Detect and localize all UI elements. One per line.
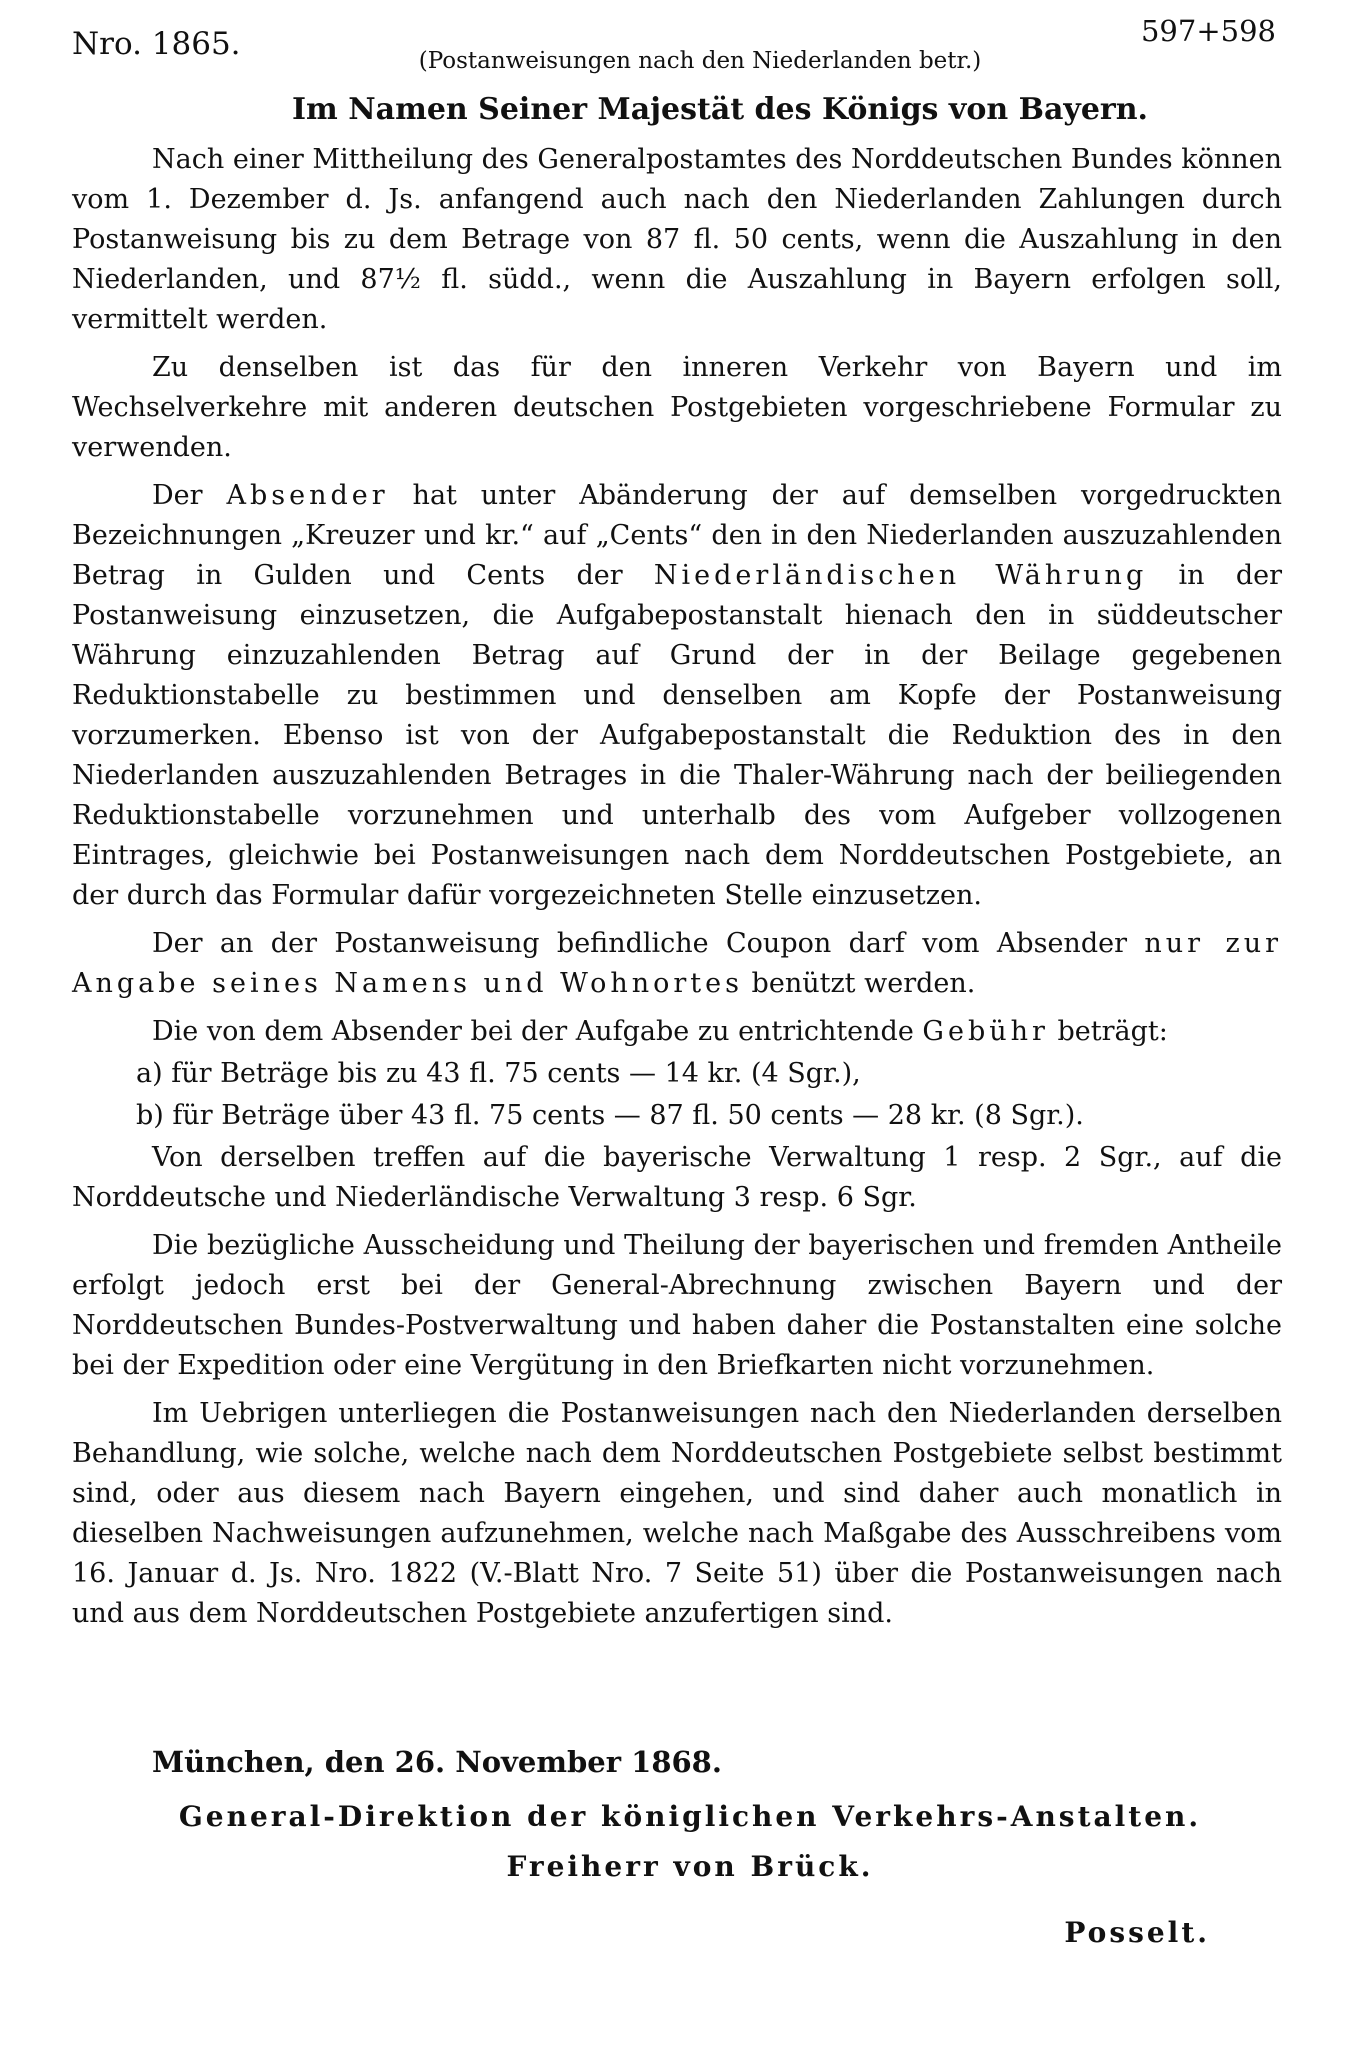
paragraph-4-part: benützt werden. bbox=[742, 968, 976, 999]
paragraph-3 bbox=[72, 476, 1282, 916]
fee-item-a: a) für Beträge bis zu 43 fl. 75 cents — 14 kr. (4 Sgr.), bbox=[136, 1058, 861, 1089]
emphasis-angabe: nur zur Angabe seines Namens und Wohnortes bbox=[72, 928, 1282, 999]
emphasis-waehrung: Niederländischen Währung bbox=[653, 560, 1148, 591]
paragraph-8: Im Uebrigen unterliegen die Postanweisungen nach den Niederlanden derselben Behandlung, wie solche, welche nach dem Norddeutschen Postgebiete selbst bestimmt sind, oder aus diesem nach Bayern eingehen, und sind daher auch monatlich in dieselben Nachweisungen aufzunehmen, welche nach Maßgabe des Ausschreibens vom 16. Januar d. Js. Nro. 1822 (V.-Blatt Nro. 7 Seite 51) über die Postanweisungen nach und aus dem Norddeutschen Postgebiete anzufertigen sind. bbox=[72, 1398, 1282, 1629]
paragraph-7: Die bezügliche Ausscheidung und Theilung der bayerischen und fremden Antheile erfolgt jedoch erst bei der General-Abrechnung zwischen Bayern und der Norddeutschen Bundes-Postverwaltung und haben daher die Postanstalten eine solche bei der Expedition oder eine Vergütung in den Briefkarten nicht vorzunehmen. bbox=[72, 1230, 1282, 1381]
document-heading: Im Namen Seiner Majestät des Königs von Bayern. bbox=[292, 92, 1148, 127]
document-body bbox=[72, 140, 1282, 1642]
paragraph-2: Zu denselben ist das für den inneren Verkehr von Bayern und im Wechselverkehre mit anderen deutschen Postgebieten vorgeschriebene Formular zu verwenden. bbox=[72, 352, 1282, 463]
paragraph-3-part: hat unter Abänderung der auf demselben vorgedruckten Bezeichnungen „Kreuzer und kr.“ auf „Cents“ den in den Niederlanden auszuzahlenden Betrag in Gulden und Cents der bbox=[72, 480, 1282, 591]
paragraph-4 bbox=[72, 924, 1282, 1004]
date-line: München, den 26. November 1868. bbox=[152, 1745, 722, 1779]
signatory-2: Posselt. bbox=[1064, 1916, 1210, 1949]
document-subject: (Postanweisungen nach den Niederlanden betr.) bbox=[418, 48, 982, 74]
paragraph-3-part: in der Postanweisung einzusetzen, die Aufgabepostanstalt hienach den in süddeutscher Währung einzuzahlenden Betrag auf Grund der in der Beilage gegebenen Reduktionstabelle zu bestimmen und denselben am Kopfe der Postanweisung vorzumerken. Ebenso ist von der Aufgabepostanstalt die Reduktion des in den Niederlanden auszuzahlenden Betrages in die Thaler-Währung nach der beiliegenden Reduktionstabelle vorzunehmen und unterhalb des vom Aufgeber vollzogenen Eintrages, gleichwie bei Postanweisungen nach dem Norddeutschen Postgebiete, an der durch das Formular dafür vorgezeichneten Stelle einzusetzen. bbox=[72, 560, 1282, 911]
fee-item-b: b) für Beträge über 43 fl. 75 cents — 87 fl. 50 cents — 28 kr. (8 Sgr.). bbox=[136, 1100, 1084, 1131]
issuing-authority: General-Direktion der königlichen Verkehrs-Anstalten. bbox=[178, 1800, 1202, 1833]
paragraph-5 bbox=[72, 1012, 1282, 1052]
paragraph-1: Nach einer Mittheilung des Generalpostamtes des Norddeutschen Bundes können vom 1. Dezember d. Js. anfangend auch nach den Niederlanden Zahlungen durch Postanweisung bis zu dem Betrage von 87 fl. 50 cents, wenn die Auszahlung in den Niederlanden, und 87½ fl. südd., wenn die Auszahlung in Bayern erfolgen soll, vermittelt werden. bbox=[72, 144, 1282, 335]
paragraph-4-part: Der an der Postanweisung befindliche Coupon darf vom Absender bbox=[152, 928, 1145, 959]
paragraph-5-part: beträgt: bbox=[1048, 1016, 1168, 1047]
page-numbers: 597+598 bbox=[1140, 14, 1276, 48]
signatory-1: Freiherr von Brück. bbox=[506, 1850, 874, 1883]
document-number: Nro. 1865. bbox=[72, 26, 241, 62]
paragraph-5-part: Die von dem Absender bei der Aufgabe zu entrichtende bbox=[152, 1016, 923, 1047]
emphasis-gebuehr: Gebühr bbox=[922, 1016, 1049, 1047]
emphasis-absender: Absender bbox=[226, 480, 389, 511]
paragraph-6: Von derselben treffen auf die bayerische Verwaltung 1 resp. 2 Sgr., auf die Norddeutsche und Niederländische Verwaltung 3 resp. 6 Sgr. bbox=[72, 1142, 1282, 1213]
paragraph-3-part: Der bbox=[152, 480, 227, 511]
